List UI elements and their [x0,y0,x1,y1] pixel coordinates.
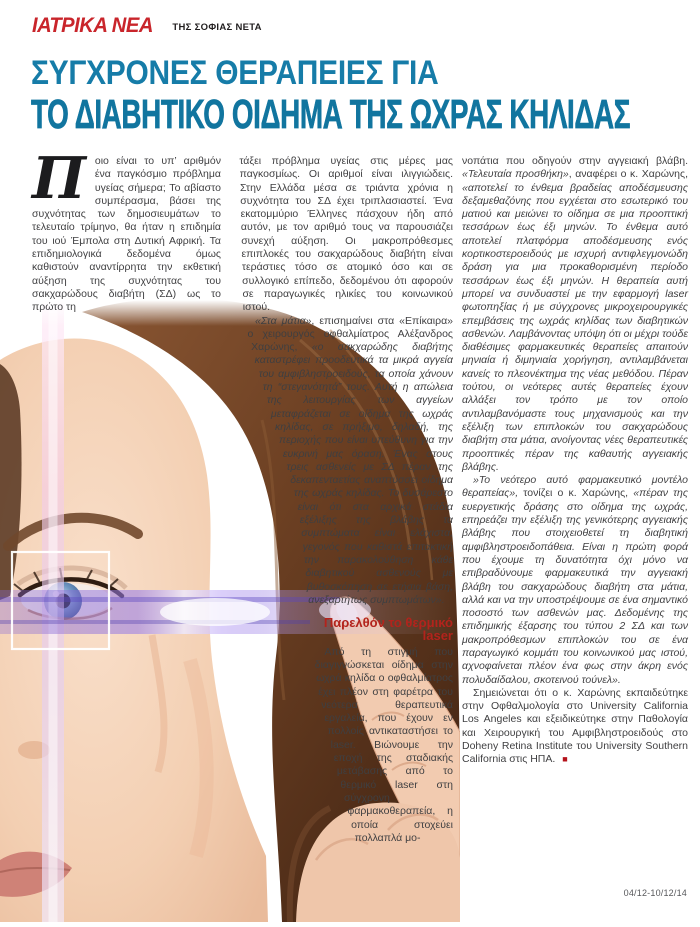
body-paragraph: »Το νεότερο αυτό φαρμακευτικό μοντέλο θεραπείας», τονίζει ο κ. Χαρώνης, «πέραν της ευεργετικής δράσης στο οίδημα της ωχράς, επηρεάζει την εξέλιξη της γενικότερης αγγειακής βλάβης που στοιχειοθετεί τη διαβητική αμφιβληστροειδοπάθεια. Είναι η πρώτη φορά που έχουμε τη δυνατότητα όχι μόνο να επιβραδύνουμε φαρμακευτικά την αγγειακή βλάβη του σακχαρώδους διαβήτη στα μάτια, αλλά και να την υποστρέψουμε σε ένα σημαντικό ποσοστό των ασθενών μας. Δεδομένης της επιδημικής έξαρσης του τύπου 2 ΣΔ και των μακροπρόθεσμων επιπλοκών του σε ένα παραγωγικό κομμάτι του κοινωνικού μας ιστού, αχνοφαίνεται πλέον ένα φως στην άκρη ενός πολυδαίδαλου, σκοτεινού τούνελ». [462,474,688,686]
article-title [31,56,700,135]
body-paragraph: Από τη στιγμή που διαγιγνώσκεται οίδημα στην ωχρά κηλίδα ο οφθαλμίατρος έχει πλέον στη φαρέτρα του νεότερα θεραπευτικά εργαλεία, που έχουν εν πολλοίς αντικαταστήσει το laser. Βιώνουμε την εποχή της σταδιακής μετάβασης από το θερμικό laser στη σύγχρονη φαρμακοθεραπεία, η οποία στοχεύει πολλαπλά μο- [314,645,453,844]
column-1 [32,145,221,315]
body-paragraph: «Στα μάτια», επισημαίνει στα «Επίκαιρα» ο χειρουργός οφθαλμίατρος Αλέξανδρος Χαρώνης, «ο σακχαρώδης διαβήτης καταστρέφει προοδευτικά τα μικρά αγγεία του αμφιβληστροειδούς, τα οποία χάνουν τη “στεγανότητά” τους. Αυτή η απώλεια της λειτουργίας των αγγείων μεταφράζεται σε οίδημα της ωχράς κηλίδας, σε πρήξιμο, δηλαδή, της περιοχής που είναι υπεύθυνη για την ευκρινή μας όραση. Ένας στους τρεις ασθενείς με ΣΔ πέραν της δεκαπενταετίας αναπτύσσει οίδημα της ωχράς κηλίδας. Το δυσάρεστο είναι ότι στα αρχικά στάδια εξέλιξης της βλάβης τα συμπτώματα είναι ελάχιστα, γεγονός που καθιστά επιτακτική την παρακολούθηση κάθε διαβητικού ασθενούς με βυθοσκόπηση σε ετήσια βάση, ανεξαρτήτως συμπτωμάτων». [247,314,453,606]
author-byline: ΤΗΣ ΣΟΦΙΑΣ ΝΕΤΑ [172,22,262,33]
title-line-2: ΤΟ ΔΙΑΒΗΤΙΚΟ ΟΙΔΗΜΑ ΤΗΣ ΩΧΡΑΣ ΚΗΛΙΔΑΣ [31,91,631,137]
column-3 [462,155,688,767]
issue-date: 04/12-10/12/14 [623,888,687,898]
body-paragraph: οιο είναι το υπ’ αριθμόν ένα παγκόσμιο πρόβλημα υγείας σήμερα; Το αβίαστο συμπέρασμα, βάσει της συχνότητας των δημοσιευμάτων το τελευταίο τρίμηνο, θα ήταν η επιδημία του ιού Έμπολα στη Δυτική Αφρική. Τα επιδημιολογικά δεδομένα όμως καθιστούν αναντίρρητα την εκθετική αύξηση της συχνότητας του σακχαρώδους διαβήτη (ΣΔ) ως το πρώτο τη [32,155,221,314]
dropcap: Π [32,145,86,212]
body-paragraph: νοπάτια που οδηγούν στην αγγειακή βλάβη. «Τελευταία προσθήκη», αναφέρει ο κ. Χαρώνης, «αποτελεί το ένθεμα βραδείας αποδέσμευσης δεξαμεθαζόνης που εγχέεται στο εσωτερικό του ματιού και μειώνει το οίδημα σε μια προοπτική τεσσάρων έως έξι μηνών. Το ένθεμα αυτό αποτελεί πλατφόρμα αποδέσμευσης ενός κορτικοστεροειδούς με ισχυρή αντιφλεγμονώδη δράση για μια προκαθορισμένη περίοδο τεσσάρων έως έξι μηνών. Η θεραπεία αυτή μπορεί να συνδυαστεί με την εφαρμογή laser φωτοπηξίας ή με σύγχρονες μικροχειρουργικές επεμβάσεις της ωχράς κηλίδας των διαβητικών ασθενών. Λαμβάνοντας υπόψη ότι οι μέχρι τούδε διαθέσιμες φαρμακευτικές θεραπείες απαιτούν μηνιαία ή διμηνιαία χορήγηση, αντιλαμβάνεται κανείς το πλεονέκτημα της νέας μεθόδου. Πέραν τούτου, οι νεότερες αυτές θεραπείες έχουν αλλάξει τον τρόπο με τον οποίο αντιλαμβανόμαστε τους μηχανισμούς και την εξέλιξη των επιπλοκών του σακχαρώδους διαβήτη στα μάτια, ανοίγοντας νέες θεραπευτικές προοπτικές πέραν της καθαυτής αγγειακής βλάβης. [462,155,688,473]
body-paragraph: τάξει πρόβλημα υγείας στις μέρες μας παγκοσμίως. Οι αριθμοί είναι ιλιγγιώδεις. Στην Ελλάδα μέσα σε τριάντα χρόνια η συχνότητα του ΣΔ έχει τριπλασιαστεί. Ένα εκατομμύριο Έλληνες πάσχουν ήδη από αυτόν, με τον αριθμό τους να παρουσιάζει συνεχή αύξηση. Οι μακροπρόθεσμες επιπλοκές του σακχαρώδους διαβήτη είναι τεράστιες τόσο σε ατομικό όσο και σε συλλογικό επίπεδο, δεδομένου ότι αφορούν σε παραγωγικές ηλικίες του κοινωνικού ιστού. [239,155,453,314]
column-3-text [462,155,688,767]
body-paragraph: Σημειώνεται ότι ο κ. Χαρώνης εκπαιδεύτηκε στην Οφθαλμολογία στο University California Los Angeles και εξειδικεύτηκε στην Παθολογία και Χειρουργική του Αμφιβληστροειδούς στο Doheny Retina Institute του University Southern California στις ΗΠΑ. ■ [462,686,688,766]
column-brand: ΙΑΤΡΙΚΑ ΝΕΑ [32,14,153,37]
title-line-1: ΣΥΓΧΡΟΝΕΣ ΘΕΡΑΠΕΙΕΣ ΓΙΑ [31,54,439,92]
section-header [32,14,262,38]
section-subhead: Παρελθόν το θερμικό laser [323,615,453,644]
column-2 [232,155,453,917]
